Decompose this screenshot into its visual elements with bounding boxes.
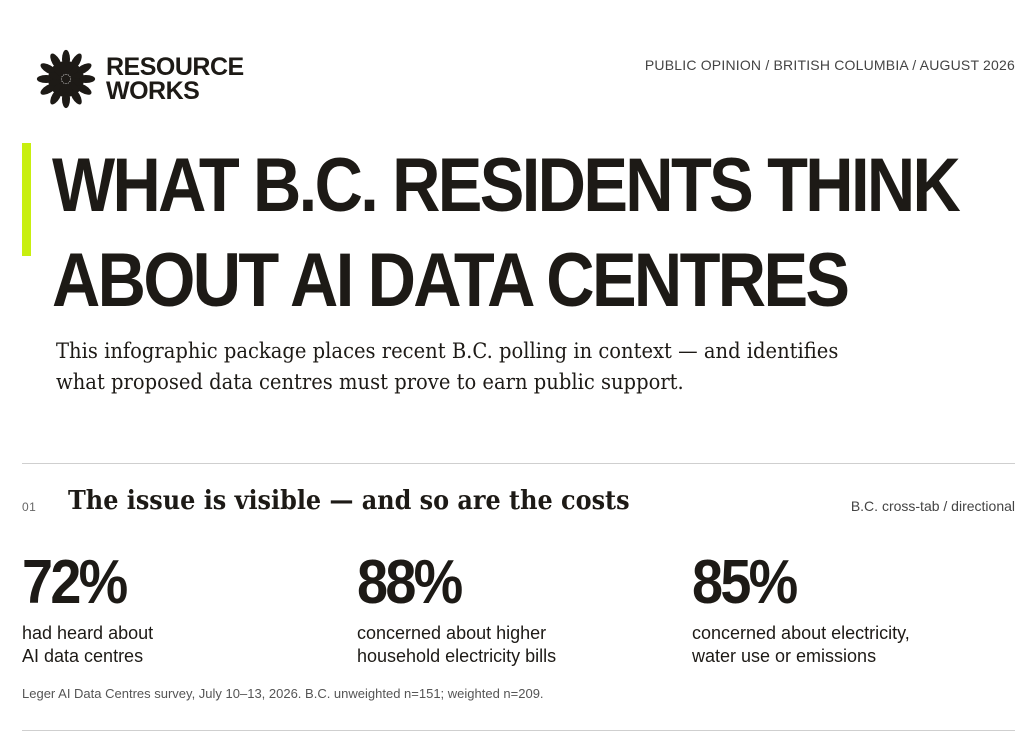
publication-meta: PUBLIC OPINION / BRITISH COLUMBIA / AUGUST 2026 xyxy=(644,57,1015,73)
stats-row xyxy=(0,548,1024,668)
brand xyxy=(35,48,244,110)
stat-label-line: concerned about electricity, xyxy=(692,623,910,643)
stat-value: 85% xyxy=(692,548,796,617)
stat-value: 88% xyxy=(357,548,461,617)
stat-heard-about xyxy=(22,548,322,668)
page-title-line-1: WHAT B.C. RESIDENTS THINK xyxy=(52,143,959,228)
section-number: 01 xyxy=(22,500,37,514)
stat-label-line: concerned about higher xyxy=(357,623,547,643)
stat-label xyxy=(22,622,322,668)
stat-label xyxy=(357,622,657,668)
section-divider-bottom xyxy=(22,730,1015,731)
brand-name-line-1: RESOURCE xyxy=(106,53,244,81)
stat-label xyxy=(692,622,992,668)
accent-bar xyxy=(22,143,31,256)
stat-value: 72% xyxy=(22,548,126,617)
source-note: Leger AI Data Centres survey, July 10–13, 2026. B.C. unweighted n=151; weighted n=209. xyxy=(22,686,544,701)
intro-paragraph xyxy=(56,336,893,398)
stat-label-line: AI data centres xyxy=(22,646,144,666)
section-note: B.C. cross-tab / directional xyxy=(850,498,1015,514)
section-divider-top xyxy=(22,463,1015,464)
brand-name xyxy=(106,55,244,103)
brand-name-line-2: WORKS xyxy=(106,77,200,105)
page-title xyxy=(52,138,959,328)
flower-icon xyxy=(35,48,97,110)
stat-electricity-bills xyxy=(357,548,657,668)
stat-label-line: household electricity bills xyxy=(357,646,557,666)
section-title: The issue is visible — and so are the costs xyxy=(68,486,630,516)
page-title-line-2: ABOUT AI DATA CENTRES xyxy=(52,238,848,323)
intro-line-2: what proposed data centres must prove to earn public support. xyxy=(56,370,684,394)
intro-line-1: This infographic package places recent B.C. polling in context — and identifies xyxy=(56,339,839,363)
stat-electricity-water-emissions xyxy=(692,548,992,668)
stat-label-line: had heard about xyxy=(22,623,154,643)
stat-label-line: water use or emissions xyxy=(692,646,877,666)
